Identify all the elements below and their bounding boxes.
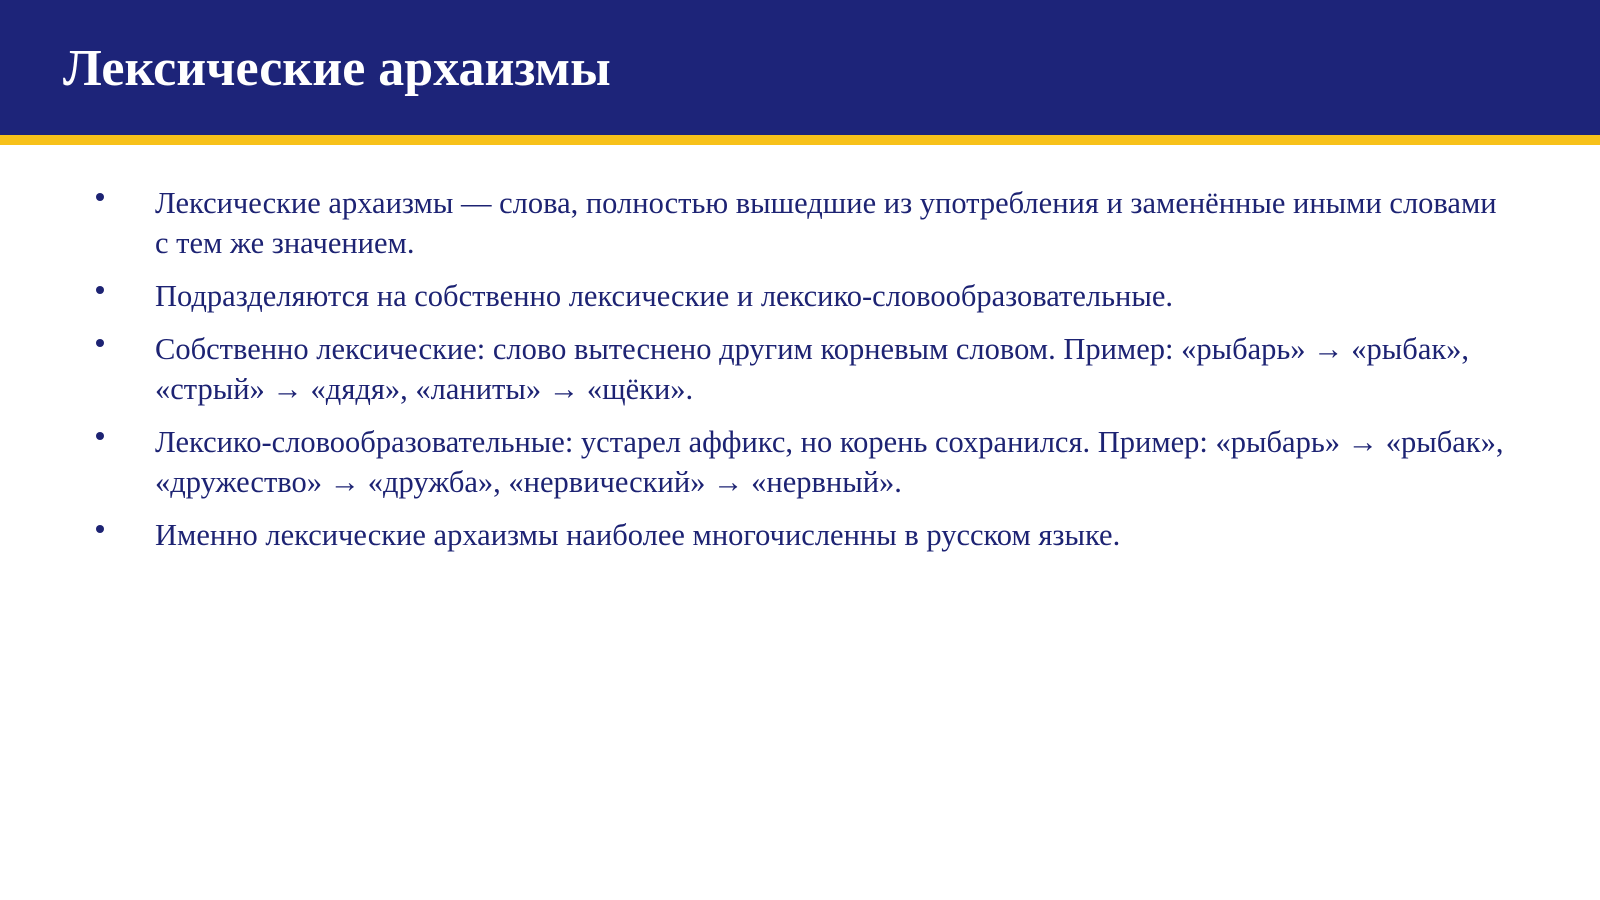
bullet-item (0, 422, 1600, 502)
bullet-item (0, 183, 1600, 263)
accent-stripe (0, 135, 1600, 145)
bullet-icon (96, 339, 104, 347)
bullet-text: Собственно лексические: слово вытеснено другим корневым словом. Пример: «рыбарь» → «рыбак», «стрый» → «дядя», «ланиты» → «щёки». (155, 332, 1470, 406)
bullet-item (0, 329, 1600, 409)
bullet-icon (96, 525, 104, 533)
slide-header (0, 0, 1600, 135)
bullet-item (0, 515, 1600, 555)
bullet-item (0, 276, 1600, 316)
bullet-list (0, 183, 1600, 555)
bullet-text: Лексические архаизмы — слова, полностью вышедшие из употребления и заменённые иными словами с тем же значением. (155, 186, 1497, 260)
bullet-text: Подразделяются на собственно лексические и лексико-словообразовательные. (155, 279, 1174, 313)
bullet-icon (96, 432, 104, 440)
bullet-text: Именно лексические архаизмы наиболее многочисленны в русском языке. (155, 518, 1121, 552)
bullet-text: Лексико-словообразовательные: устарел аффикс, но корень сохранился. Пример: «рыбарь» → «рыбак», «дружество» → «дружба», «нервический» → «нервный». (155, 425, 1504, 499)
slide-title: Лексические архаизмы (63, 40, 611, 97)
bullet-icon (96, 193, 104, 201)
bullet-icon (96, 286, 104, 294)
slide-content (0, 183, 1600, 568)
